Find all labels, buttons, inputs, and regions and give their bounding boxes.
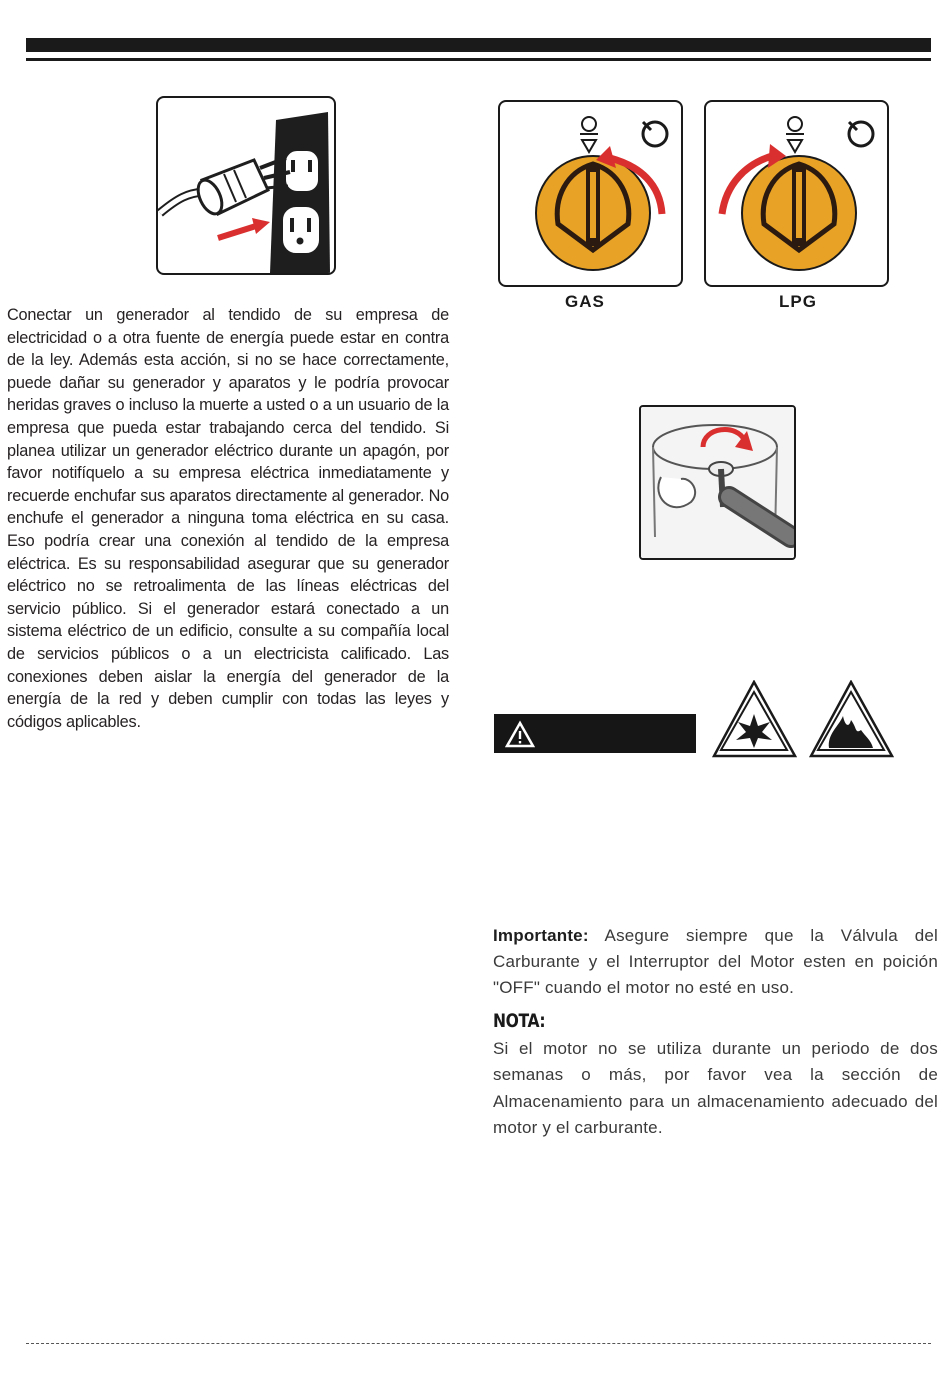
nota-text: Si el motor no se utiliza durante un periodo de dos semanas o más, por favor vea la sección de Almacenamiento para un almacenamiento adecuado del motor y el carburante. xyxy=(493,1039,938,1137)
footer-rule xyxy=(26,1343,931,1344)
lpg-label: LPG xyxy=(779,292,817,311)
gas-label: GAS xyxy=(565,292,605,311)
gas-valve-turn-icon xyxy=(639,405,796,560)
important-label: Importante: xyxy=(493,926,589,945)
important-note xyxy=(493,923,938,1001)
fire-hazard-icon xyxy=(809,680,894,758)
header-bar xyxy=(26,38,931,52)
gas-valve-diagram xyxy=(498,100,683,287)
nota-title: NOTA: xyxy=(493,1010,546,1032)
lpg-valve-diagram xyxy=(704,100,889,287)
important-text: Asegure siempre que la Válvula del Carburante y el Interruptor del Motor esten en poición "OFF" cuando el motor no esté en uso. xyxy=(493,926,938,997)
plug-into-outlet-icon xyxy=(156,96,336,275)
warning-banner xyxy=(494,714,696,753)
explosion-hazard-icon xyxy=(712,680,797,758)
header-rule xyxy=(26,58,931,61)
connection-warning-paragraph: Conectar un generador al tendido de su empresa de electricidad o a otra fuente de energía puede estar en contra de la ley. Además esta acción, si no se hace correctamente, puede dañar su generador y aparatos y le podría provocar heridas graves o incluso la muerte a usted o a un usuario de la empresa que pueda estar trabajando cerca del tendido. Si planea utilizar un generador eléctrico durante un apagón, por favor notifíquelo a su empresa eléctrica inmediatamente y recuerde enchufar sus aparatos directamente al generador. No enchufe el generador a ninguna toma eléctrica en su casa. Eso podría crear una conexión al tendido de la empresa eléctrica. Es su responsabilidad asegurar que su generador eléctrico no se retroalimenta de las líneas eléctricas del servicio público. Si el generador estará conectado a un sistema eléctrico de un edificio, consulte a su compañía local de servicios públicos o a un electricista calificado. Las conexiones deben aislar la energía del generador de la energía de la red y deben cumplir con todas las leyes y códigos aplicables. xyxy=(7,306,449,731)
warning-triangle-icon xyxy=(505,720,535,750)
fuel-selector-knob-icon xyxy=(500,102,681,285)
fuel-selector-knob-icon xyxy=(706,102,887,285)
